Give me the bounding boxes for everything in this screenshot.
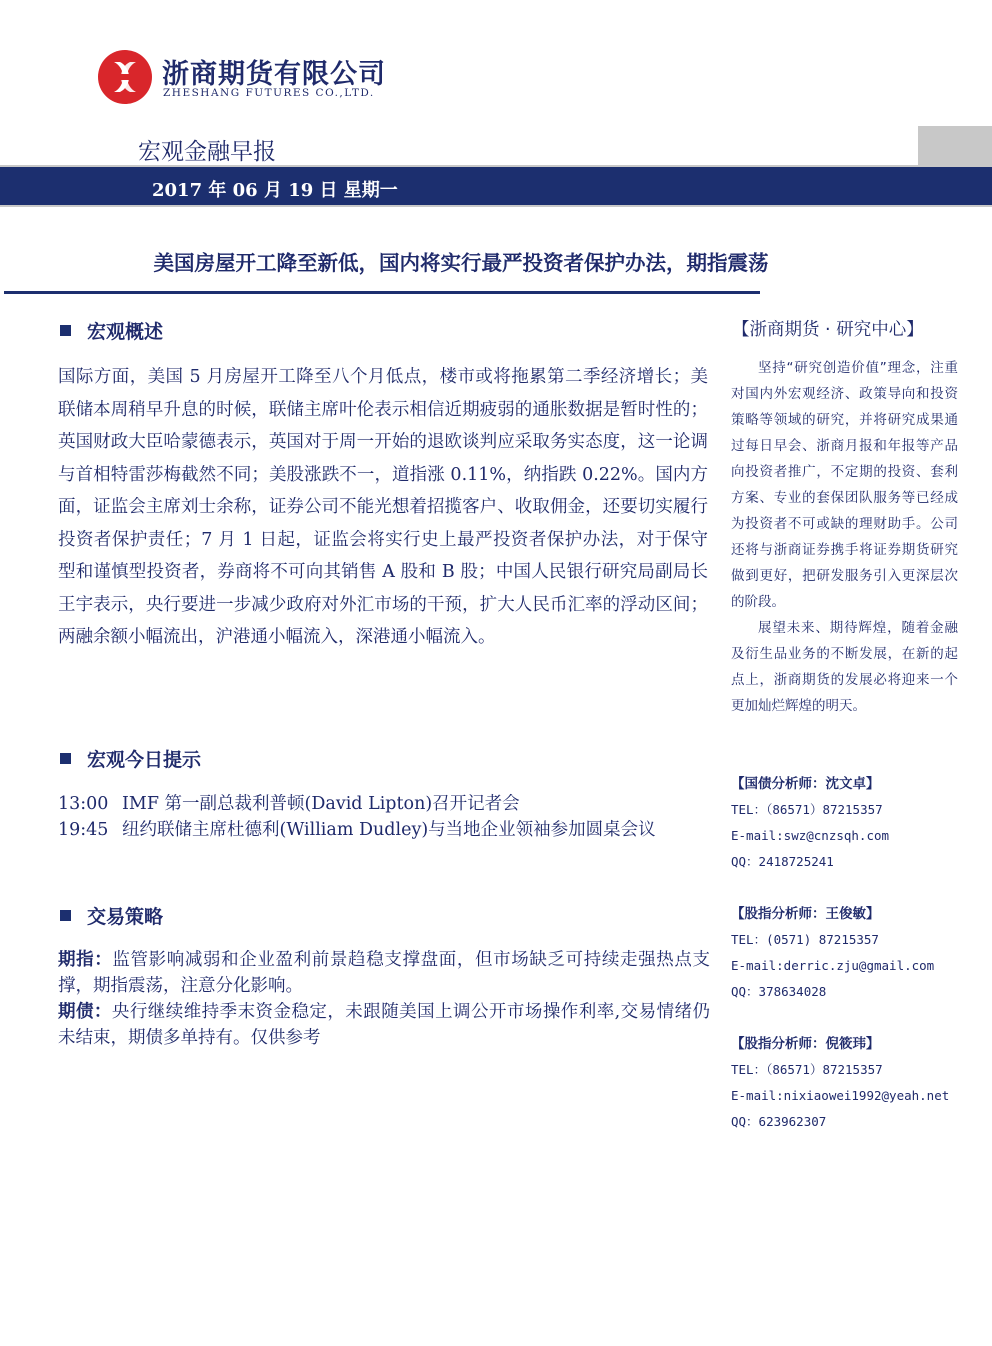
event-list <box>58 791 728 843</box>
report-type-title: 宏观金融早报 <box>138 139 276 165</box>
analyst-tel: TEL：(0571) 87215357 <box>731 932 879 947</box>
company-logo-icon <box>96 48 154 106</box>
analyst-email[interactable]: E-mail:derric.zju@gmail.com <box>731 958 935 973</box>
event-item <box>58 791 728 817</box>
strategy-item <box>58 947 710 999</box>
strategy-list <box>58 947 710 1051</box>
event-time: 13:00 <box>58 794 109 814</box>
date-bar-underline <box>0 205 992 207</box>
section-title-strategy <box>60 902 163 929</box>
event-item <box>58 817 728 843</box>
analyst-email[interactable]: E-mail:nixiaowei1992@yeah.net <box>731 1088 950 1103</box>
headline-rule <box>4 291 760 294</box>
event-time: 19:45 <box>58 820 109 840</box>
bullet-square-icon <box>60 910 71 921</box>
analyst-tel: TEL：（86571）87215357 <box>731 802 883 817</box>
analyst-card <box>731 1031 971 1135</box>
bullet-square-icon <box>60 753 71 764</box>
analyst-name: 【股指分析师：倪筱玮】 <box>731 1036 880 1052</box>
section-title-overview <box>60 317 163 344</box>
strategy-label: 期指： <box>58 950 113 970</box>
analyst-qq: QQ：623962307 <box>731 1114 827 1129</box>
section-title-today <box>60 745 201 772</box>
date-bar <box>0 167 992 205</box>
analyst-qq: QQ：2418725241 <box>731 854 834 869</box>
company-name-en: ZHESHANG FUTURES CO.,LTD. <box>163 87 375 99</box>
header-grey-block <box>918 126 992 166</box>
event-text: IMF 第一副总裁利普顿(David Lipton)召开记者会 <box>122 794 520 814</box>
research-center-title: 【浙商期货 · 研究中心】 <box>732 320 924 340</box>
section-title-text: 宏观今日提示 <box>87 749 202 771</box>
report-date: 2017 年 06 月 19 日 星期一 <box>152 180 398 201</box>
overview-paragraph: 国际方面，美国 5 月房屋开工降至八个月低点，楼市或将拖累第二季经济增长；美联储本周稍早升息的时候，联储主席叶伦表示相信近期疲弱的通胀数据是暂时性的；英国财政大臣哈蒙德表示，英国对于周一开始的退欧谈判应采取务实态度，这一论调与首相特雷莎梅截然不同；美股涨跌不一，道指涨 0.11%，纳指跌 0.22%。国内方面，证监会主席刘士余称，证券公司不能光想着招揽客户、收取佣金，还要切实履行投资者保护责任；7 月 1 日起，证监会将实行史上最严投资者保护办法，对于保守型和谨慎型投资者，券商将不可向其销售 A 股和 B 股；中国人民银行研究局副局长王宇表示，央行要进一步减少政府对外汇市场的干预，扩大人民币汇率的浮动区间；两融余额小幅流出，沪港通小幅流入，深港通小幅流入。 <box>58 367 708 647</box>
section-title-text: 交易策略 <box>87 906 164 928</box>
event-text: 纽约联储主席杜德利(William Dudley)与当地企业领袖参加圆桌会议 <box>122 820 656 840</box>
strategy-label: 期债： <box>58 1002 112 1022</box>
analyst-name: 【国债分析师：沈文卓】 <box>731 776 880 792</box>
analyst-qq: QQ：378634028 <box>731 984 827 999</box>
headline: 美国房屋开工降至新低，国内将实行最严投资者保护办法，期指震荡 <box>153 251 769 275</box>
analyst-tel: TEL：（86571）87215357 <box>731 1062 883 1077</box>
analyst-card <box>731 901 971 1005</box>
bullet-square-icon <box>60 325 71 336</box>
company-name-cn: 浙商期货有限公司 <box>162 59 386 90</box>
strategy-text: 央行继续维持季末资金稳定，未跟随美国上调公开市场操作利率,交易情绪仍未结束，期债多单持有。仅供参考 <box>58 1002 711 1048</box>
strategy-text: 监管影响减弱和企业盈利前景趋稳支撑盘面，但市场缺乏可持续走强热点支撑，期指震荡，注意分化影响。 <box>58 950 711 996</box>
intro-paragraph: 坚持“研究创造价值”理念，注重对国内外宏观经济、政策导向和投资策略等领域的研究，并将研究成果通过每日早会、浙商月报和年报等产品向投资者推广，不定期的投资、套利方案、专业的套保团队服务等已经成为投资者不可或缺的理财助手。公司还将与浙商证券携手将证券期货研究做到更好，把研发服务引入更深层次的阶段。 <box>731 360 958 610</box>
analyst-name: 【股指分析师：王俊敏】 <box>731 906 880 922</box>
research-center-intro <box>731 355 958 719</box>
analyst-card <box>731 771 971 875</box>
analyst-email[interactable]: E-mail:swz@cnzsqh.com <box>731 828 890 843</box>
intro-paragraph: 展望未来、期待辉煌，随着金融及衍生品业务的不断发展，在新的起点上，浙商期货的发展必将迎来一个更加灿烂辉煌的明天。 <box>731 620 958 714</box>
strategy-item <box>58 999 710 1051</box>
section-title-text: 宏观概述 <box>87 321 164 343</box>
